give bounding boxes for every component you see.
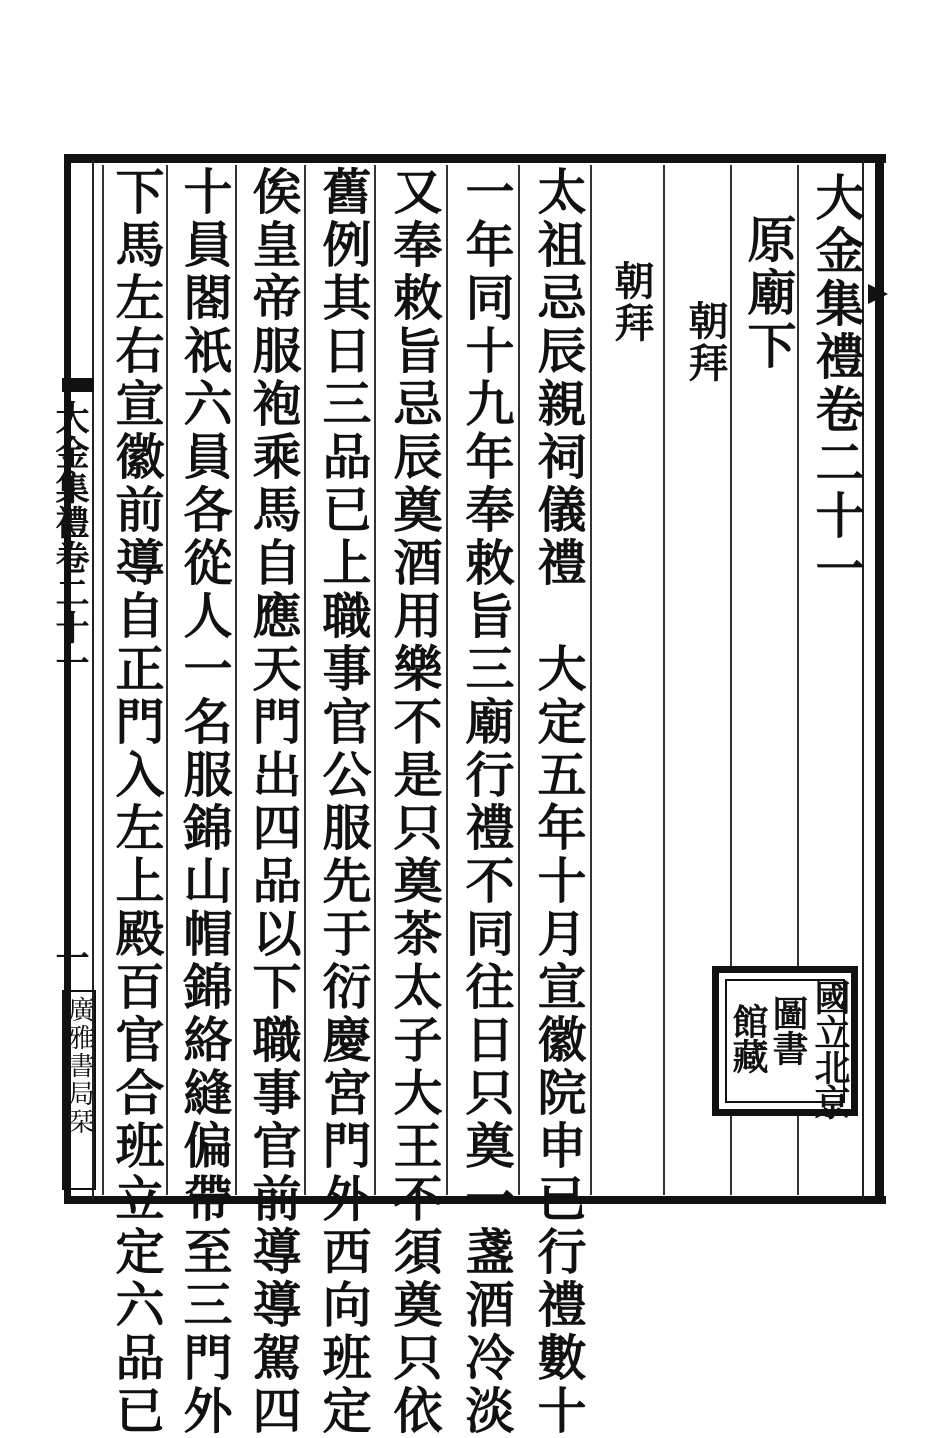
volume-title: 大金集禮卷二十一 bbox=[808, 172, 866, 596]
text-column: 一年同十九年奉敕旨三廟行禮不同往日只奠一盞酒冷淡 bbox=[458, 166, 516, 1438]
column-rule bbox=[446, 165, 448, 1195]
column-rule bbox=[590, 165, 592, 1195]
frame-right-border bbox=[875, 154, 884, 1204]
frame-top-border bbox=[64, 154, 886, 163]
seal-text: 館藏 bbox=[727, 1003, 769, 1073]
column-rule bbox=[235, 165, 237, 1195]
section-heading: 原廟下 bbox=[740, 214, 798, 373]
seal-text: 圖書 bbox=[767, 995, 809, 1065]
seal-text: 國立北京 bbox=[809, 979, 851, 1119]
column-rule bbox=[518, 165, 520, 1195]
page-number: 一 bbox=[49, 940, 89, 974]
subheading: 朝拜 bbox=[682, 300, 729, 384]
publisher-imprint: 廣雅書局栞 bbox=[64, 996, 94, 1136]
column-rule bbox=[374, 165, 376, 1195]
library-seal bbox=[712, 966, 858, 1119]
fishtail-band bbox=[62, 378, 94, 392]
column-rule bbox=[166, 165, 168, 1195]
fishtail-title: 大金集禮卷二十一 bbox=[49, 400, 89, 680]
column-rule bbox=[102, 165, 104, 1195]
text-column: 俟皇帝服袍乘馬自應天門出四品以下職事官前導導駕四 bbox=[245, 166, 303, 1438]
subheading: 朝拜 bbox=[608, 260, 655, 344]
text-column: 十員閤祇六員各從人一名服錦山帽錦絡縫偏帶至三門外 bbox=[176, 166, 234, 1438]
text-column: 下馬左右宣徽前導自正門入左上殿百官合班立定六品已 bbox=[108, 166, 166, 1438]
text-column: 舊例其日三品已上職事官公服先于衍慶宮門外西向班定 bbox=[315, 166, 373, 1438]
column-rule bbox=[304, 165, 306, 1195]
column-rule bbox=[663, 165, 665, 1195]
text-column: 又奉敕旨忌辰奠酒用樂不是只奠茶太子大王不須奠只依 bbox=[386, 166, 444, 1438]
text-column: 太祖忌辰親祠儀禮 大定五年十月宣徽院申已行禮數十 bbox=[530, 166, 588, 1438]
